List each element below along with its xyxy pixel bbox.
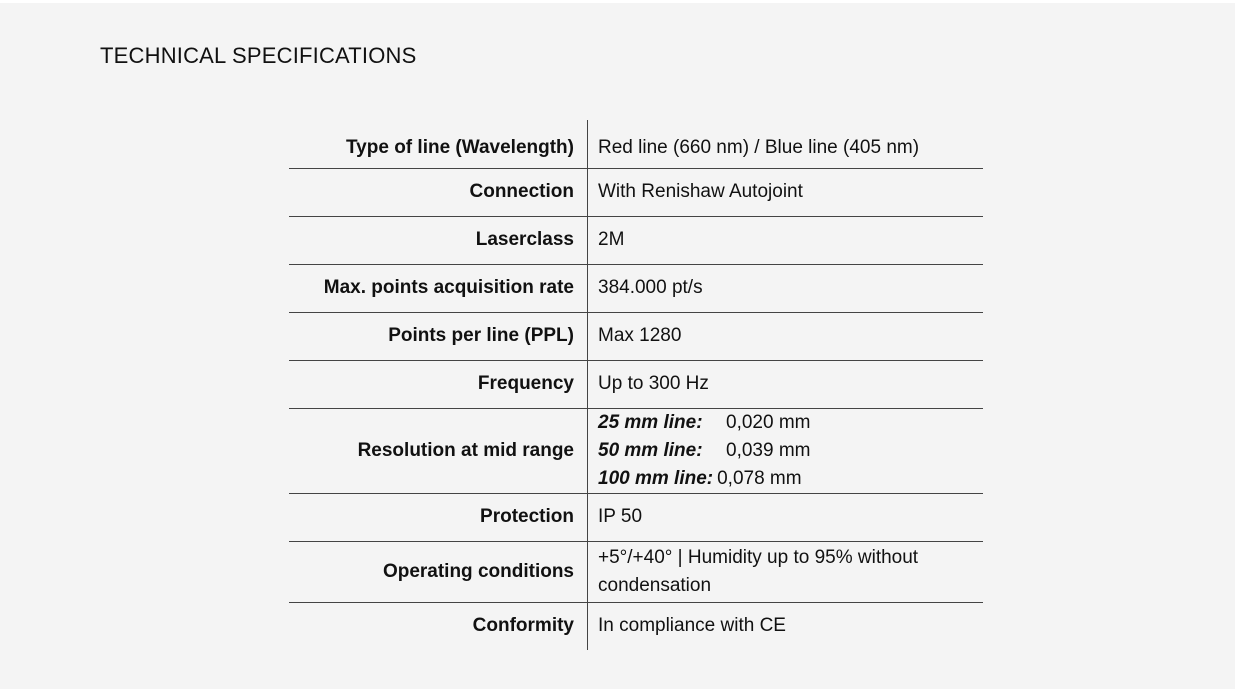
spec-label: Type of line (Wavelength) [289,120,588,168]
spec-value: Up to 300 Hz [588,360,984,408]
spec-table [289,120,983,650]
table-row [289,493,983,541]
spec-label: Max. points acquisition rate [289,264,588,312]
resolution-line [598,437,973,465]
resolution-line-label: 25 mm line: [598,411,703,433]
table-row [289,602,983,650]
spec-value: 2M [588,216,984,264]
table-row [289,168,983,216]
table-row [289,312,983,360]
spec-label: Protection [289,493,588,541]
spec-value: IP 50 [588,493,984,541]
resolution-line [598,465,973,493]
table-row [289,408,983,493]
spec-label: Points per line (PPL) [289,312,588,360]
resolution-line-label: 50 mm line: [598,439,703,461]
table-row [289,264,983,312]
spec-value: 384.000 pt/s [588,264,984,312]
spec-label: Connection [289,168,588,216]
table-row [289,120,983,168]
resolution-line-value: 0,039 mm [726,439,811,461]
spec-value: +5°/+40° | Humidity up to 95% without condensation [588,541,984,602]
resolution-line-value: 0,078 mm [717,467,802,489]
spec-label: Frequency [289,360,588,408]
page-title: TECHNICAL SPECIFICATIONS [100,43,417,68]
page [0,3,1235,689]
spec-value: Red line (660 nm) / Blue line (405 nm) [598,136,920,158]
table-row [289,541,983,602]
resolution-values [588,408,984,493]
table-row [289,360,983,408]
spec-label: Laserclass [289,216,588,264]
resolution-line-value: 0,020 mm [726,411,811,433]
spec-label: Operating conditions [289,541,588,602]
table-row [289,216,983,264]
spec-value: In compliance with CE [588,602,984,650]
spec-label: Resolution at mid range [289,408,588,493]
spec-value: Max 1280 [588,312,984,360]
resolution-line-label: 100 mm line: [598,467,714,489]
spec-label: Conformity [289,602,588,650]
resolution-line [598,409,973,437]
spec-value: With Renishaw Autojoint [588,168,984,216]
